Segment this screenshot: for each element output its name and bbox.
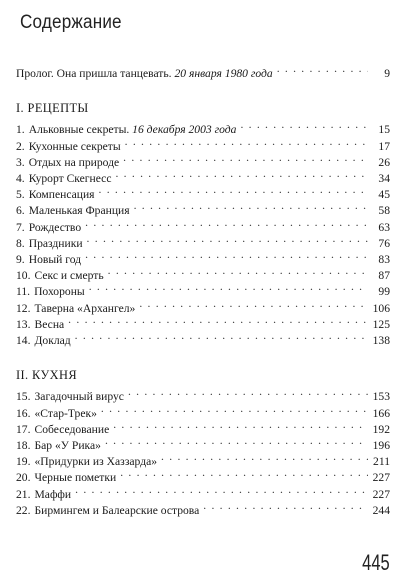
entry-label [16,454,157,470]
toc-entry [16,203,390,219]
dot-leader [115,172,368,182]
entry-number: 18. [16,439,31,453]
toc-entry [16,220,390,236]
prolog-label: Пролог. Она пришла танцевать. [16,67,172,80]
page-ref: 125 [372,317,390,331]
entry-title: Курорт Скегнесс [28,172,112,186]
entry-label [16,389,124,405]
entry-title: Новый год [28,253,82,267]
entry-number: 21. [16,487,31,501]
page-ref: 227 [372,471,390,485]
toc-entry [16,252,390,268]
toc-entry [16,236,390,252]
entry-title: Таверна «Архангел» [34,301,136,315]
entry-label [16,268,104,284]
entry-title: Отдых на природе [28,155,120,169]
page-ref: 99 [378,285,390,299]
toc-entry [16,187,390,203]
entry-label [16,155,119,171]
toc-entry [16,454,390,470]
entry-label [16,122,236,138]
toc-sections [16,100,390,519]
entry-label [16,66,273,82]
entry-label [16,220,81,236]
entry-title: Маленькая Франция [28,204,130,218]
entry-label [16,284,85,300]
dot-leader [105,439,368,449]
section-heading: I. РЕЦЕПТЫ [16,101,89,116]
entry-label [16,203,130,219]
entry-label [16,406,97,422]
entry-label [16,171,111,187]
page-ref: 153 [372,390,390,404]
entry-number: 9. [16,253,25,267]
dot-leader [134,204,368,214]
dot-leader [87,237,368,247]
toc-entry [16,139,390,155]
page-ref: 34 [378,172,390,186]
entry-number: 20. [16,471,31,485]
entry-label [16,503,199,519]
toc-entry [16,333,390,349]
toc-entry [16,284,390,300]
toc-entry [16,406,390,422]
entry-number: 13. [16,317,31,331]
entry-number: 10. [16,269,31,283]
page-ref: 58 [378,204,390,218]
entry-title: Загадочный вирус [34,390,124,404]
dot-leader [203,504,368,514]
entry-number: 22. [16,503,31,517]
entry-number: 17. [16,422,31,436]
toc-entry [16,155,390,171]
dot-leader [113,423,368,433]
entry-number: 14. [16,334,31,348]
prolog-date: 20 января 1980 года [174,67,273,80]
entry-label [16,333,71,349]
entry-number: 12. [16,301,31,315]
toc-entry [16,470,390,486]
entry-label [16,187,95,203]
dot-leader [85,253,368,263]
toc-entry-prolog [16,66,390,82]
entry-number: 16. [16,406,31,420]
page-ref: 45 [378,188,390,202]
dot-leader [108,269,368,279]
page-ref: 166 [372,406,390,420]
entry-title: Бар «У Рика» [34,439,101,453]
entry-number: 15. [16,390,31,404]
dot-leader [75,488,368,498]
page-ref: 138 [372,334,390,348]
dot-leader [128,390,368,400]
toc-entry [16,171,390,187]
dot-leader [85,221,368,231]
entry-title: Компенсация [28,188,95,202]
dot-leader [123,156,368,166]
toc-entry [16,268,390,284]
page-title: Содержание [20,12,122,33]
page-number: 445 [362,550,390,575]
toc-entry [16,301,390,317]
toc-entry [16,487,390,503]
page-ref: 17 [378,139,390,153]
entry-number: 4. [16,172,25,186]
entry-label [16,470,116,486]
entry-label [16,236,83,252]
dot-leader [120,471,368,481]
page-ref: 63 [378,220,390,234]
entry-title: Доклад [34,334,71,348]
dot-leader [75,334,368,344]
entry-number: 1. [16,123,25,137]
entry-title: Черные пометки [34,471,117,485]
dot-leader [101,407,368,417]
entry-number: 5. [16,188,25,202]
page-ref: 15 [378,123,390,137]
entry-label [16,438,101,454]
toc-entry [16,438,390,454]
page-ref: 244 [372,503,390,517]
entry-title: «Придурки из Хаззарда» [34,455,158,469]
entry-title: Собеседование [34,422,110,436]
entry-title: «Стар-Трек» [34,406,97,420]
page-ref: 211 [373,455,390,469]
page-ref: 83 [378,253,390,267]
entry-title: Секс и смерть [34,269,104,283]
dot-leader [240,123,368,133]
entry-title: Весна [34,317,65,331]
entry-number: 2. [16,139,25,153]
entry-number: 7. [16,220,25,234]
dot-leader [139,302,368,312]
page-ref: 76 [378,236,390,250]
entry-label [16,301,135,317]
entry-number: 3. [16,155,25,169]
page-ref: 9 [384,67,390,80]
page-ref: 192 [372,422,390,436]
table-of-contents [16,66,390,519]
page-ref: 227 [372,487,390,501]
page-ref: 26 [378,155,390,169]
dot-leader [99,188,368,198]
entry-title: Бирмингем и Балеарские острова [34,503,200,517]
entry-label [16,422,109,438]
dot-leader [89,285,368,295]
entry-title: Рождество [28,220,82,234]
section-heading: II. КУХНЯ [16,368,77,383]
entry-date: 16 декабря 2003 года [132,123,237,137]
entry-title: Кухонные секреты [28,139,121,153]
toc-entry [16,317,390,333]
dot-leader [277,67,368,77]
entry-number: 11. [16,285,31,299]
entry-title: Праздники [28,236,83,250]
entry-label [16,139,121,155]
entry-title: Маффи [34,487,72,501]
dot-leader [68,318,368,328]
entry-label [16,317,64,333]
page-ref: 87 [378,269,390,283]
entry-number: 8. [16,236,25,250]
entry-label [16,487,71,503]
dot-leader [161,455,368,465]
entry-number: 19. [16,455,31,469]
section-entries [16,122,390,349]
entry-number: 6. [16,204,25,218]
entry-title: Альковные секреты. [28,123,130,137]
section-entries [16,389,390,519]
dot-leader [125,140,368,150]
page-ref: 106 [372,301,390,315]
entry-label [16,252,81,268]
entry-title: Похороны [34,285,85,299]
toc-entry [16,389,390,405]
toc-entry [16,422,390,438]
page-ref: 196 [372,439,390,453]
toc-entry [16,503,390,519]
toc-entry [16,122,390,138]
